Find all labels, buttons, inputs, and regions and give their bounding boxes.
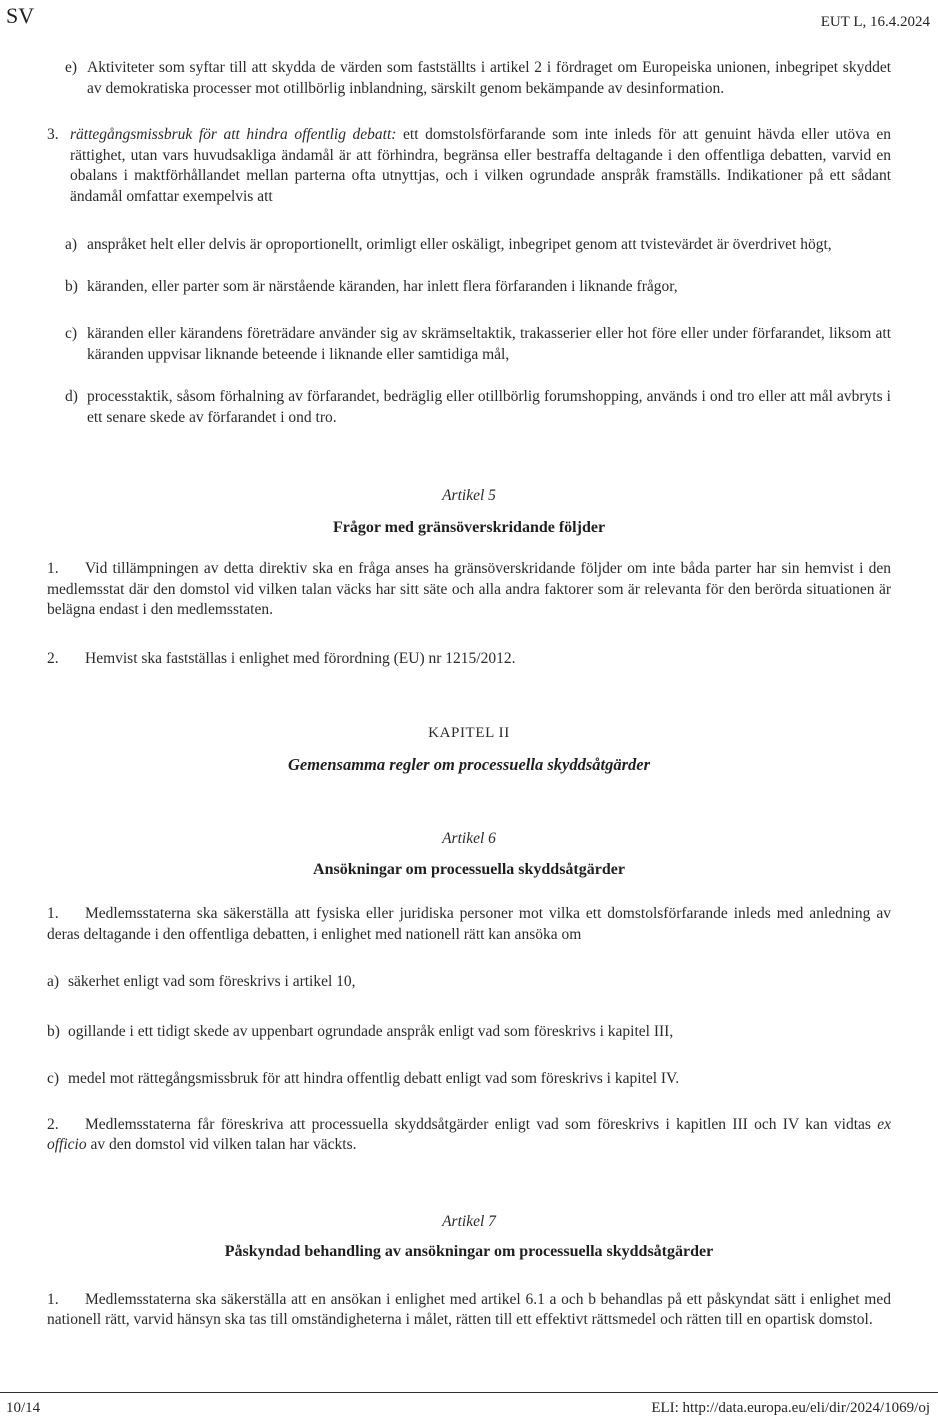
article-6-item-a — [47, 972, 891, 993]
list-item-marker: a) — [47, 973, 60, 990]
article-5-label: Artikel 5 — [442, 487, 496, 504]
paragraph-text: Hemvist ska fastställas i enlighet med förordning (EU) nr 1215/2012. — [85, 649, 516, 667]
list-item-marker: b) — [47, 1022, 60, 1040]
paragraph-number: 2. — [47, 1115, 59, 1133]
list-item-text — [70, 125, 891, 207]
list-item-text: anspråket helt eller delvis är oproportionellt, orimligt eller oskäligt, inbegripet genom att tvistevärdet är överdrivet högt, — [87, 236, 832, 253]
list-item-text: Aktiviteter som syftar till att skydda de värden som fastställts i artikel 2 i fördraget om Europeiska unionen, inbegripet skyddet av demokratiska processer mot otillbörlig inblandning, särskilt genom bekämpande av desinformation. — [87, 59, 891, 97]
paragraph-number: 1. — [47, 560, 59, 577]
article-6-paragraph-2 — [47, 1115, 891, 1156]
list-item-text: säkerhet enligt vad som föreskrivs i artikel 10, — [68, 973, 356, 990]
article-6-item-c — [47, 1069, 891, 1090]
definition-sub-item-d — [65, 387, 891, 428]
paragraph-number: 1. — [47, 905, 59, 922]
list-item-text: processtaktik, såsom förhalning av förfarandet, bedräglig eller otillbörlig forumshopping, används i ond tro eller att mål avbryts i ett senare skede av förfarandet i ond tro. — [87, 388, 891, 426]
page-header — [0, 0, 938, 32]
eli-reference: ELI: http://data.europa.eu/eli/dir/2024/1069/oj — [651, 1399, 930, 1416]
definition-sub-item-c — [65, 324, 891, 365]
page-content — [0, 58, 938, 1331]
article-7-label: Artikel 7 — [442, 1212, 496, 1230]
paragraph-text: Medlemsstaterna får föreskriva att processuella skyddsåtgärder enligt vad som föreskrivs i kapitlen III och IV kan vidtas — [85, 1115, 878, 1133]
paragraph-number: 1. — [47, 1290, 59, 1308]
chapter-2-title: Gemensamma regler om processuella skyddsåtgärder — [287, 754, 651, 774]
article-6-title: Ansökningar om processuella skyddsåtgärder — [313, 860, 625, 878]
list-item-text: käranden, eller parter som är närstående käranden, har inlett flera förfaranden i liknande frågor, — [87, 277, 678, 295]
article-5-paragraph-1 — [47, 559, 891, 621]
article-7-title: Påskyndad behandling av ansökningar om processuella skyddsåtgärder — [224, 1243, 714, 1260]
list-item-marker: 3. — [47, 126, 59, 143]
chapter-2-label: KAPITEL II — [428, 725, 510, 741]
list-item-text: medel mot rättegångsmissbruk för att hindra offentlig debatt enligt vad som föreskrivs i kapitel IV. — [68, 1070, 680, 1087]
paragraph-text: av den domstol vid vilken talan har väckts. — [86, 1136, 357, 1153]
article-6-paragraph-1 — [47, 904, 891, 945]
language-code: SV — [6, 3, 35, 28]
definition-sub-item-a — [65, 235, 891, 256]
definition-sub-item-b — [65, 277, 891, 298]
paragraph-number: 2. — [47, 649, 59, 667]
page-footer — [0, 1392, 938, 1419]
list-item-marker: c) — [65, 325, 78, 342]
definition-item-e — [65, 58, 891, 99]
article-5-title: Frågor med gränsöverskridande följder — [332, 518, 606, 536]
article-6-item-b — [47, 1022, 891, 1043]
article-5-paragraph-2 — [47, 649, 891, 670]
list-item-marker: b) — [65, 277, 78, 295]
article-7-paragraph-1 — [47, 1290, 891, 1331]
paragraph-text: Vid tillämpningen av detta direktiv ska en fråga anses ha gränsöverskridande följder om inte båda parter har sin hemvist i den medlemsstat där den domstol vid vilken talan väcks har sitt säte och alla andra faktorer som är relevanta för den berörda situationen är belägna endast i den medlemsstaten. — [47, 560, 891, 618]
list-item-text: ogillande i ett tidigt skede av uppenbart ogrundade anspråk enligt vad som föreskrivs i kapitel III, — [68, 1022, 674, 1040]
latin-phrase: ex officio — [47, 1115, 891, 1153]
paragraph-text: Medlemsstaterna ska säkerställa att fysiska eller juridiska personer mot vilka ett domstolsförfarande inleds med anledning av deras deltagande i den offentliga debatten, i enlighet med nationell rätt kan ansöka om — [47, 905, 891, 943]
defined-term: rättegångsmissbruk för att hindra offentlig debatt: — [70, 126, 404, 143]
list-item-marker: c) — [47, 1070, 60, 1087]
definition-item-3 — [47, 125, 891, 207]
article-6-label: Artikel 6 — [442, 830, 496, 847]
paragraph-text: Medlemsstaterna ska säkerställa att en ansökan i enlighet med artikel 6.1 a och b behandlas på ett påskyndat sätt i enlighet med nationell rätt, varvid hänsyn ska tas till omständigheterna i målet, rätten till ett effektivt rättsmedel och rätten till en opartisk domstol. — [47, 1290, 891, 1328]
list-item-marker: e) — [65, 59, 78, 76]
definition-text: ett domstolsförfarande som inte inleds för att genuint hävda eller utöva en rättighet, utan vars huvudsakliga ändamål är att förhindra, begränsa eller bestraffa deltagande i den offentliga debatten, varvid en obalans i maktförhållandet mellan parterna ofta utnyttjas, och i vilken ogrundade anspråk framställs. Indikationer på ett sådant ändamål omfattar exempelvis att — [70, 126, 891, 205]
list-item-marker: a) — [65, 236, 78, 253]
journal-edition: EUT L, 16.4.2024 — [820, 14, 930, 30]
list-item-marker: d) — [65, 388, 78, 405]
list-item-text: käranden eller kärandens företrädare använder sig av skrämseltaktik, trakasserier eller hot före eller under förfarandet, liksom att käranden uppvisar liknande beteende i liknande eller samtidiga mål, — [87, 325, 891, 363]
page-number: 10/14 — [6, 1399, 41, 1416]
